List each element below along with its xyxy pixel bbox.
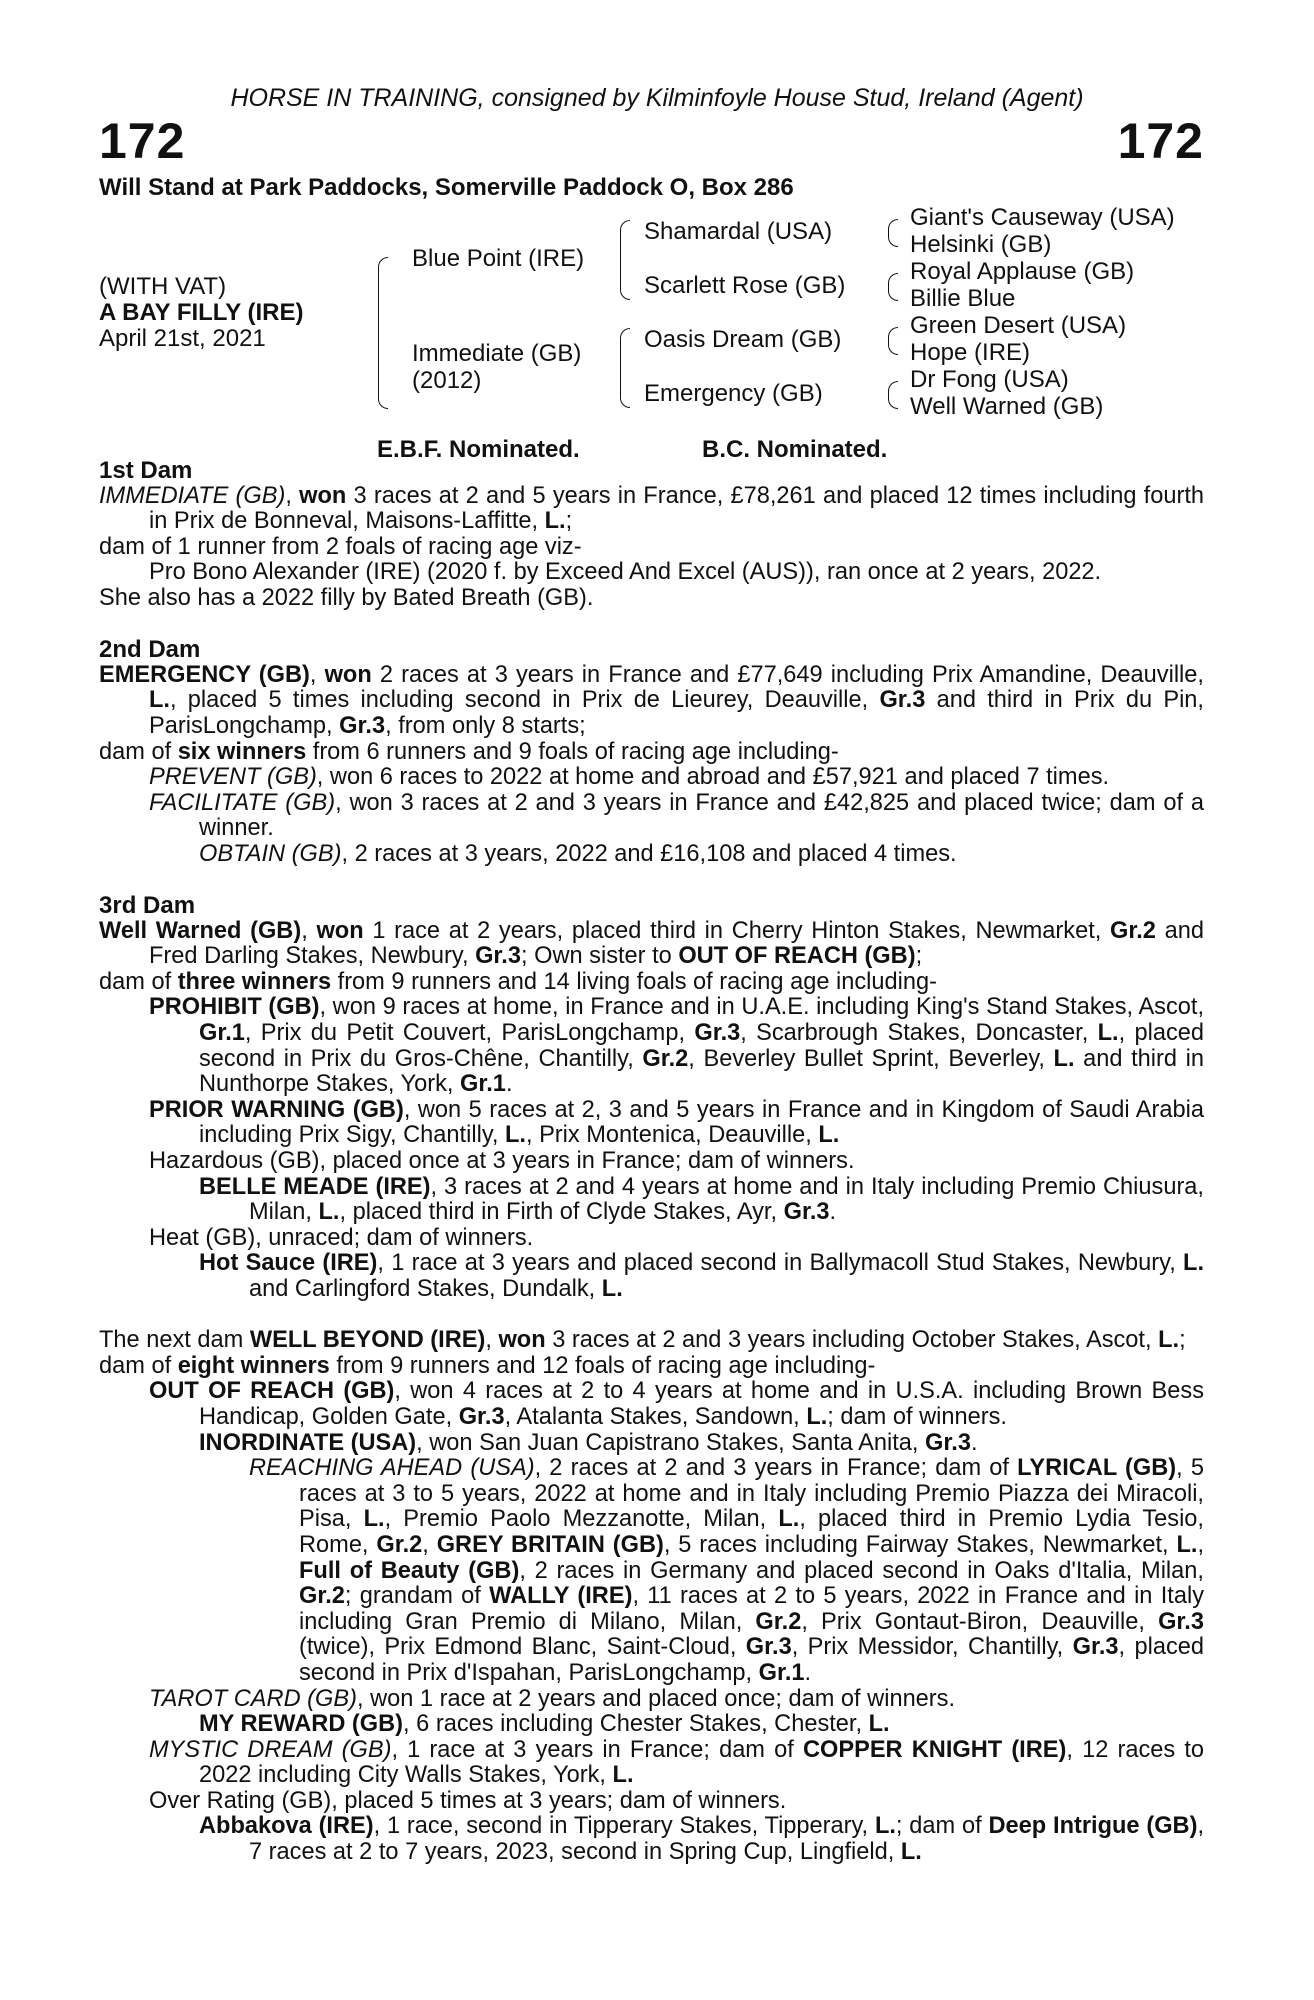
bc-nomination: B.C. Nominated.	[702, 436, 888, 463]
produce-obtain: OBTAIN (GB), 2 races at 3 years, 2022 and £16,108 and placed 4 times.	[199, 840, 957, 867]
horse-name: A BAY FILLY (IRE)	[99, 299, 304, 326]
dam-sire-dam: Hope (IRE)	[910, 339, 1031, 366]
produce-reaching-ahead: REACHING AHEAD (USA), 2 races at 2 and 3 years in France; dam of LYRICAL (GB), 5 races at 3 to 5 years, 2022 at home and in Italy including Premio Piazza dei Miracoli, Pisa, L., Premio Paolo Mezzanotte, Milan, L., placed third in Premio Lydia Tesio, Rome, Gr.2, GREY BRITAIN (GB), 5 races including Fairway Stakes, Newmarket, L., Full of Beauty (GB), 2 races in Germany and placed second in Oaks d'Italia, Milan, Gr.2; grandam of WALLY (IRE), 11 races at 2 to 5 years, 2022 in France and in Italy including Gran Premio di Milano, Milan, Gr.2, Prix Gontaut-Biron, Deauville, Gr.3 (twice), Prix Edmond Blanc, Saint-Cloud, Gr.3, Prix Messidor, Chantilly, Gr.3, placed second in Prix d'Ispahan, ParisLongchamp, Gr.1.	[249, 1455, 1204, 1686]
produce-inordinate: INORDINATE (USA), won San Juan Capistrano Stakes, Santa Anita, Gr.3.	[199, 1429, 978, 1456]
produce-prohibit: PROHIBIT (GB), won 9 races at home, in France and in U.A.E. including King's Stand Stakes, Ascot, Gr.1, Prix du Petit Couvert, ParisLongchamp, Gr.3, Scarbrough Stakes, Doncaster, L., placed second in Prix du Gros-Chêne, Chantilly, Gr.2, Beverley Bullet Sprint, Beverley, L. and third in Nunthorpe Stakes, York, Gr.1.	[149, 994, 1205, 1098]
third-dam-record: Well Warned (GB), won 1 race at 2 years, placed third in Cherry Hinton Stakes, Newmarket, Gr.2 and Fred Darling Stakes, Newbury, Gr.3; Own sister to OUT OF REACH (GB);	[99, 917, 1204, 970]
produce-my-reward: MY REWARD (GB), 6 races including Chester Stakes, Chester, L.	[199, 1711, 890, 1738]
sire-dam-sire: Royal Applause (GB)	[910, 258, 1135, 285]
produce-facilitate: FACILITATE (GB), won 3 races at 2 and 3 years in France and £42,825 and placed twice; dam of a winner.	[149, 789, 1205, 842]
brace-sd	[888, 273, 898, 301]
next-dam-record: The next dam WELL BEYOND (IRE), won 3 races at 2 and 3 years including October Stakes, Ascot, L.;	[99, 1327, 1186, 1354]
first-dam-record: IMMEDIATE (GB), won 3 races at 2 and 5 years in France, £78,261 and placed 12 times including fourth in Prix de Bonneval, Maisons-Laffitte, L.;	[99, 482, 1204, 535]
dam-sire: Oasis Dream (GB)	[644, 326, 842, 353]
dam-name: IMMEDIATE (GB)	[99, 482, 286, 509]
stand-location: Will Stand at Park Paddocks, Somerville Paddock O, Box 286	[99, 174, 794, 201]
produce-prevent: PREVENT (GB), won 6 races to 2022 at home and abroad and £57,921 and placed 7 times.	[149, 764, 1110, 791]
sire-dam-dam: Billie Blue	[910, 285, 1016, 312]
sire-sire: Shamardal (USA)	[644, 218, 833, 245]
produce-heat: Heat (GB), unraced; dam of winners.	[149, 1224, 534, 1251]
produce-prior-warning: PRIOR WARNING (GB), won 5 races at 2, 3 and 5 years in France and in Kingdom of Saudi Arabia including Prix Sigy, Chantilly, L., Prix Montenica, Deauville, L.	[149, 1096, 1205, 1149]
lot-number-right: 172	[1117, 113, 1204, 169]
dam-sire-sire: Green Desert (USA)	[910, 312, 1127, 339]
sire: Blue Point (IRE)	[412, 245, 585, 272]
foaling-date: April 21st, 2021	[99, 325, 266, 352]
brace-ds	[888, 327, 898, 355]
sire-sire-sire: Giant's Causeway (USA)	[910, 204, 1175, 231]
lot-number-left: 172	[99, 113, 186, 169]
first-dam-note: She also has a 2022 filly by Bated Breath (GB).	[99, 584, 594, 611]
dam-name: Immediate (GB)	[412, 340, 582, 367]
first-dam-foal: Pro Bono Alexander (IRE) (2020 f. by Exceed And Excel (AUS)), ran once at 2 years, 2022.	[149, 559, 1102, 586]
pedigree-brace-dam	[620, 328, 630, 408]
pedigree-brace-sire	[620, 220, 630, 300]
sire-sire-dam: Helsinki (GB)	[910, 231, 1052, 258]
dam-year: (2012)	[412, 367, 482, 394]
dam-dam-sire: Dr Fong (USA)	[910, 366, 1069, 393]
produce-mystic-dream: MYSTIC DREAM (GB), 1 race at 3 years in France; dam of COPPER KNIGHT (IRE), 12 races to 2022 including City Walls Stakes, York, L.	[149, 1736, 1204, 1789]
second-dam-heading: 2nd Dam	[99, 636, 201, 664]
brace-dd	[888, 381, 898, 409]
produce-belle-meade: BELLE MEADE (IRE), 3 races at 2 and 4 years at home and in Italy including Premio Chiusura, Milan, L., placed third in Firth of Clyde Stakes, Ayr, Gr.3.	[199, 1173, 1204, 1226]
second-dam-produce-summary: dam of six winners from 6 runners and 9 foals of racing age including-	[99, 738, 839, 765]
next-dam-produce-summary: dam of eight winners from 9 runners and 12 foals of racing age including-	[99, 1352, 876, 1379]
third-dam-produce-summary: dam of three winners from 9 runners and 14 living foals of racing age including-	[99, 968, 938, 995]
produce-hazardous: Hazardous (GB), placed once at 3 years in France; dam of winners.	[149, 1148, 855, 1175]
produce-over-rating: Over Rating (GB), placed 5 times at 3 years; dam of winners.	[149, 1787, 787, 1814]
consignor-header: HORSE IN TRAINING, consigned by Kilminfoyle House Stud, Ireland (Agent)	[230, 84, 1084, 112]
vat-note: (WITH VAT)	[99, 273, 227, 300]
second-dam-record: EMERGENCY (GB), won 2 races at 3 years in France and £77,649 including Prix Amandine, Deauville, L., placed 5 times including second in Prix de Lieurey, Deauville, Gr.3 and third in Prix du Pin, ParisLongchamp, Gr.3, from only 8 starts;	[99, 661, 1204, 739]
brace-ss	[888, 219, 898, 247]
sire-dam: Scarlett Rose (GB)	[644, 272, 846, 299]
first-dam-produce-summary: dam of 1 runner from 2 foals of racing age viz-	[99, 533, 582, 560]
produce-tarot-card: TAROT CARD (GB), won 1 race at 2 years and placed once; dam of winners.	[149, 1685, 956, 1712]
dam-dam-dam: Well Warned (GB)	[910, 393, 1104, 420]
produce-out-of-reach: OUT OF REACH (GB), won 4 races at 2 to 4 years at home and in U.S.A. including Brown Bess Handicap, Golden Gate, Gr.3, Atalanta Stakes, Sandown, L.; dam of winners.	[149, 1378, 1204, 1430]
first-dam-heading: 1st Dam	[99, 457, 193, 484]
ebf-nomination: E.B.F. Nominated.	[377, 436, 580, 463]
dam-dam: Emergency (GB)	[644, 380, 823, 407]
produce-abbakova: Abbakova (IRE), 1 race, second in Tipperary Stakes, Tipperary, L.; dam of Deep Intrigue (GB), 7 races at 2 to 7 years, 2023, second in Spring Cup, Lingfield, L.	[199, 1813, 1205, 1866]
produce-record	[99, 458, 1204, 1866]
produce-hot-sauce: Hot Sauce (IRE), 1 race at 3 years and placed second in Ballymacoll Stud Stakes, Newbury, L. and Carlingford Stakes, Dundalk, L.	[199, 1250, 1204, 1302]
pedigree-brace-main	[378, 257, 388, 409]
third-dam-heading: 3rd Dam	[99, 892, 196, 920]
